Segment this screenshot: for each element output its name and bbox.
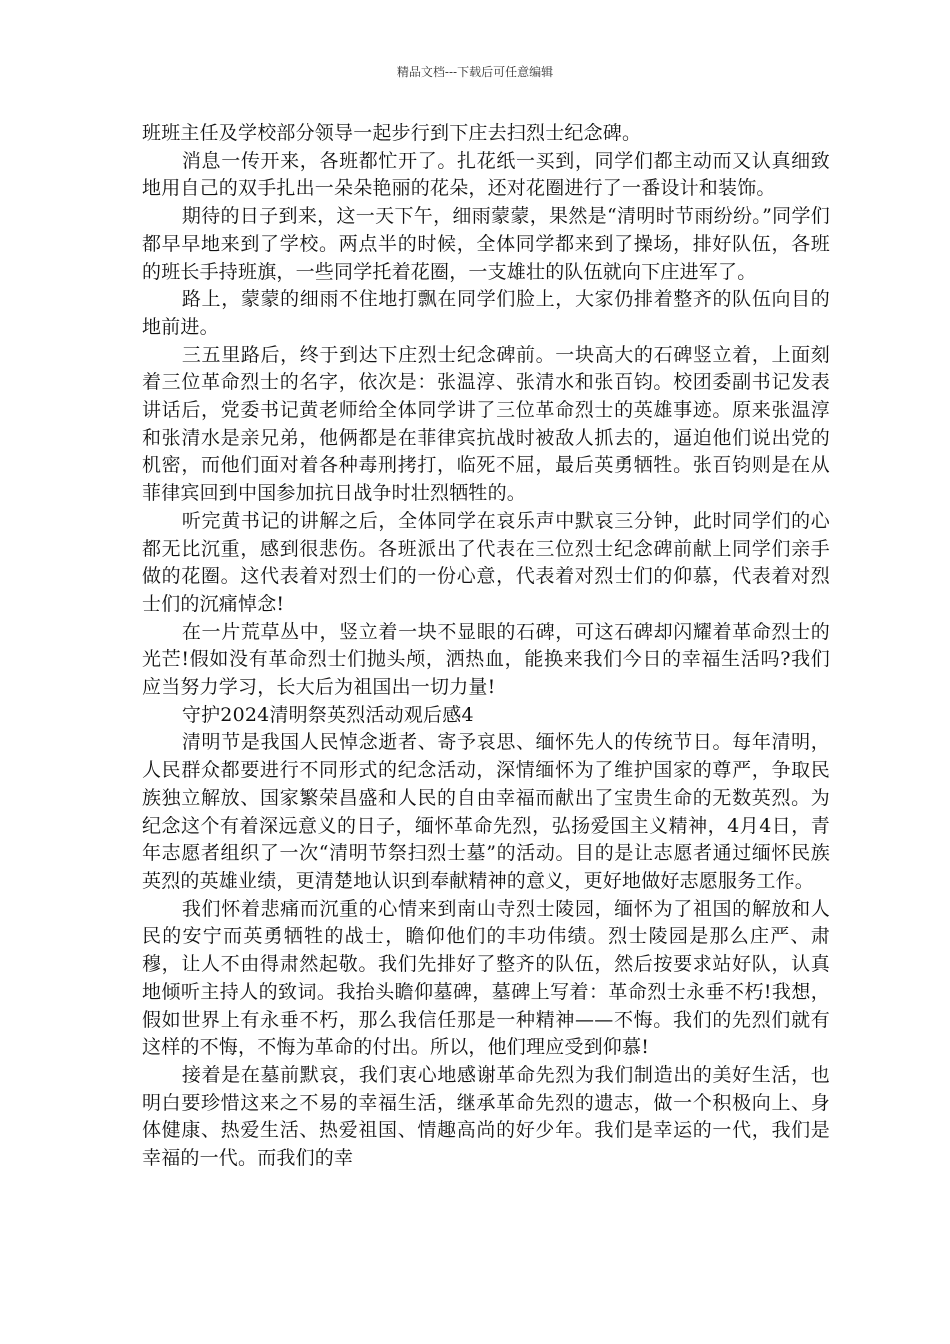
paragraph: 期待的日子到来，这一天下午，细雨蒙蒙，果然是“清明时节雨纷纷。”同学们都早早地来到了学校。两点半的时候，全体同学都来到了操场，排好队伍，各班的班长手持班旗，一些同学托着花圈，一支雄壮的队伍就向下庄进军了。 [142,205,830,283]
paragraph: 我们怀着悲痛而沉重的心情来到南山寺烈士陵园，缅怀为了祖国的解放和人民的安宁而英勇牺牲的战士，瞻仰他们的丰功伟绩。烈士陵园是那么庄严、肃穆，让人不由得肃然起敬。我们先排好了整齐的队伍，然后按要求站好队，认真地倾听主持人的致词。我抬头瞻仰墓碑，墓碑上写着：革命烈士永垂不朽!我想，假如世界上有永垂不朽，那么我信任那是一种精神——不悔。我们的先烈们就有这样的不悔，不悔为革命的付出。所以，他们理应受到仰慕! [142,897,830,1059]
page-header: 精品文档---下载后可任意编辑 [396,65,554,79]
paragraph: 消息一传开来，各班都忙开了。扎花纸一买到，同学们都主动而又认真细致地用自己的双手扎出一朵朵艳丽的花朵，还对花圈进行了一番设计和装饰。 [142,149,830,200]
paragraph: 接着是在墓前默哀，我们衷心地感谢革命先烈为我们制造出的美好生活，也明白要珍惜这来之不易的幸福生活，继承革命先烈的遗志，做一个积极向上、身体健康、热爱生活、热爱祖国、情趣高尚的好少年。我们是幸运的一代，我们是幸福的一代。而我们的幸 [142,1063,830,1170]
paragraph: 班班主任及学校部分领导一起步行到下庄去扫烈士纪念碑。 [142,122,642,144]
document-body [142,120,830,1173]
paragraph: 在一片荒草丛中，竖立着一块不显眼的石碑，可这石碑却闪耀着革命烈士的光芒!假如没有革命烈士们抛头颅，洒热血，能换来我们今日的幸福生活吗?我们应当努力学习，长大后为祖国出一切力量! [142,620,830,699]
paragraph: 听完黄书记的讲解之后，全体同学在哀乐声中默哀三分钟，此时同学们的心都无比沉重，感到很悲伤。各班派出了代表在三位烈士纪念碑前献上同学们亲手做的花圈。这代表着对烈士们的一份心意，代表着对烈士们的仰慕，代表着对烈士们的沉痛悼念! [142,509,830,615]
paragraph: 路上，蒙蒙的细雨不住地打飘在同学们脸上，大家仍排着整齐的队伍向目的地前进。 [142,288,830,338]
paragraph: 三五里路后，终于到达下庄烈士纪念碑前。一块高大的石碑竖立着，上面刻着三位革命烈士的名字，依次是：张温淳、张清水和张百钧。校团委副书记发表讲话后，党委书记黄老师给全体同学讲了三位革命烈士的英雄事迹。原来张温淳和张清水是亲兄弟，他俩都是在菲律宾抗战时被敌人抓去的，逼迫他们说出党的机密，而他们面对着各种毒刑拷打，临死不屈，最后英勇牺牲。张百钧则是在从菲律宾回到中国参加抗日战争时壮烈牺牲的。 [142,343,830,505]
section-heading: 守护2024清明祭英烈活动观后感4 [181,703,474,726]
paragraph: 清明节是我国人民悼念逝者、寄予哀思、缅怀先人的传统节日。每年清明，人民群众都要进行不同形式的纪念活动，深情缅怀为了维护国家的尊严，争取民族独立解放、国家繁荣昌盛和人民的自由幸福而献出了宝贵生命的无数英烈。为纪念这个有着深远意义的日子，缅怀革命先烈，弘扬爱国主义精神，4月4日，青年志愿者组织了一次“清明节祭扫烈士墓”的活动。目的是让志愿者通过缅怀民族英烈的英雄业绩，更清楚地认识到奉献精神的意义，更好地做好志愿服务工作。 [142,731,830,892]
